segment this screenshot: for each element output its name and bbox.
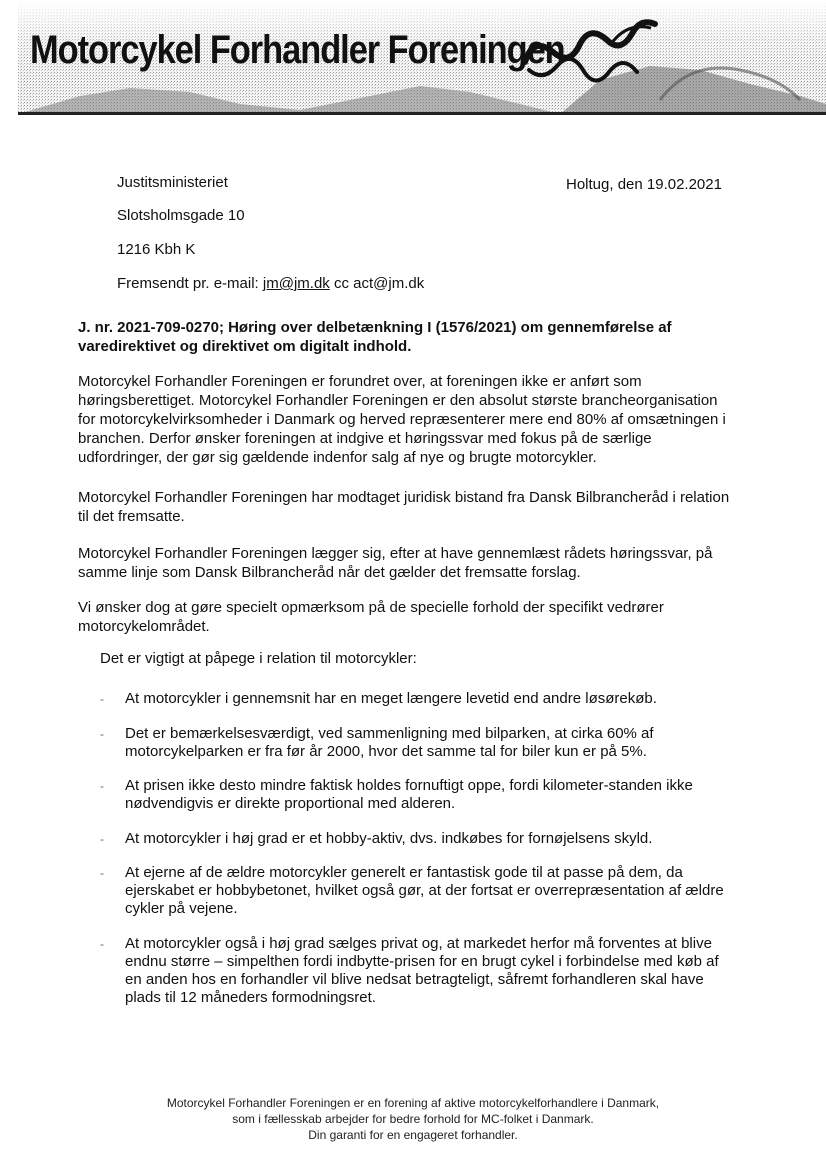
letterhead-rule bbox=[18, 112, 826, 115]
list-intro: Det er vigtigt at påpege i relation til motorcykler: bbox=[100, 650, 417, 667]
list-item-text: At ejerne af de ældre motorcykler generelt er fantastisk gode til at passe på dem, da ejerskabet er hobbybetonet, hvilket også gør, at der fortsat er overrepræsentation af ældre cykler på vejene. bbox=[125, 864, 724, 917]
footer-line: Din garanti for en engageret forhandler. bbox=[308, 1128, 518, 1142]
body-paragraph: Motorcykel Forhandler Foreningen har modtaget juridisk bistand fra Dansk Bilbrancheråd i relation til det fremsatte. bbox=[78, 489, 730, 525]
list-item-text: At motorcykler i gennemsnit har en meget længere levetid end andre løsørekøb. bbox=[125, 690, 657, 707]
list-item-text: At prisen ikke desto mindre faktisk holdes fornuftigt oppe, fordi kilometer-standen ikke nødvendigvis er direkte proportional med alderen. bbox=[125, 777, 693, 812]
bullet-marker: - bbox=[100, 866, 104, 880]
email-link[interactable]: jm@jm.dk bbox=[262, 275, 330, 292]
letter-date: Holtug, den 19.02.2021 bbox=[566, 176, 722, 193]
letterhead-title: Motorcykel Forhandler Foreningen bbox=[30, 28, 565, 72]
recipient-email-line bbox=[117, 275, 424, 292]
footer-line: Motorcykel Forhandler Foreningen er en forening af aktive motorcykelforhandlere i Danmark, bbox=[166, 1096, 660, 1110]
body-paragraph: Motorcykel Forhandler Foreningen er forundret over, at foreningen ikke er anført som høringsberettiget. Motorcykel Forhandler Foreningen er den absolut største brancheorganisation for motorcykelvirksomheder i Danmark og herved repræsenterer mere end 80% af omsætningen i branchen. Derfor ønsker foreningen at indgive et høringssvar med fokus på de særlige udfordringer, der gør sig gældende indenfor salg af nye og brugte motorcykler. bbox=[78, 373, 726, 466]
letterhead bbox=[0, 0, 826, 122]
bullet-marker: - bbox=[100, 832, 104, 846]
recipient-name: Justitsministeriet bbox=[117, 174, 228, 191]
bullet-marker: - bbox=[100, 779, 104, 793]
email-prefix: Fremsendt pr. e-mail: bbox=[117, 275, 259, 292]
bullet-marker: - bbox=[100, 727, 104, 741]
body-paragraph: Motorcykel Forhandler Foreningen lægger sig, efter at have gennemlæst rådets høringssvar, på samme linje som Dansk Bilbrancheråd når det gælder det fremsatte forslag. bbox=[78, 545, 713, 581]
recipient-city: 1216 Kbh K bbox=[117, 241, 196, 258]
email-cc: cc act@jm.dk bbox=[333, 275, 425, 292]
footer-line: som i fællesskab arbejder for bedre forhold for MC-folket i Danmark. bbox=[232, 1112, 594, 1126]
list-item-text: Det er bemærkelsesværdigt, ved sammenligning med bilparken, at cirka 60% af motorcykelparken er fra før år 2000, hvor det samme tal for biler kun er på 5%. bbox=[125, 725, 654, 760]
subject-heading: J. nr. 2021-709-0270; Høring over delbetænkning I (1576/2021) om gennemførelse af varedirektivet og direktivet om digitalt indhold. bbox=[78, 319, 672, 355]
footer bbox=[0, 1095, 826, 1143]
list-item-text: At motorcykler også i høj grad sælges privat og, at markedet herfor må forventes at blive endnu større – simpelthen fordi indbytte-prisen for en brugt cykel i forbindelse med køb af en anden hos en forhandler vil blive nedsat betragteligt, såfremt forhandleren skal have plads til 12 måneders formodningsret. bbox=[125, 935, 719, 1006]
bullet-marker: - bbox=[100, 692, 104, 706]
recipient-street: Slotsholmsgade 10 bbox=[117, 207, 245, 224]
list-item-text: At motorcykler i høj grad er et hobby-aktiv, dvs. indkøbes for fornøjelsens skyld. bbox=[125, 830, 653, 847]
body-paragraph: Vi ønsker dog at gøre specielt opmærksom på de specielle forhold der specifikt vedrører motorcykelområdet. bbox=[78, 599, 664, 635]
bullet-marker: - bbox=[100, 937, 104, 951]
